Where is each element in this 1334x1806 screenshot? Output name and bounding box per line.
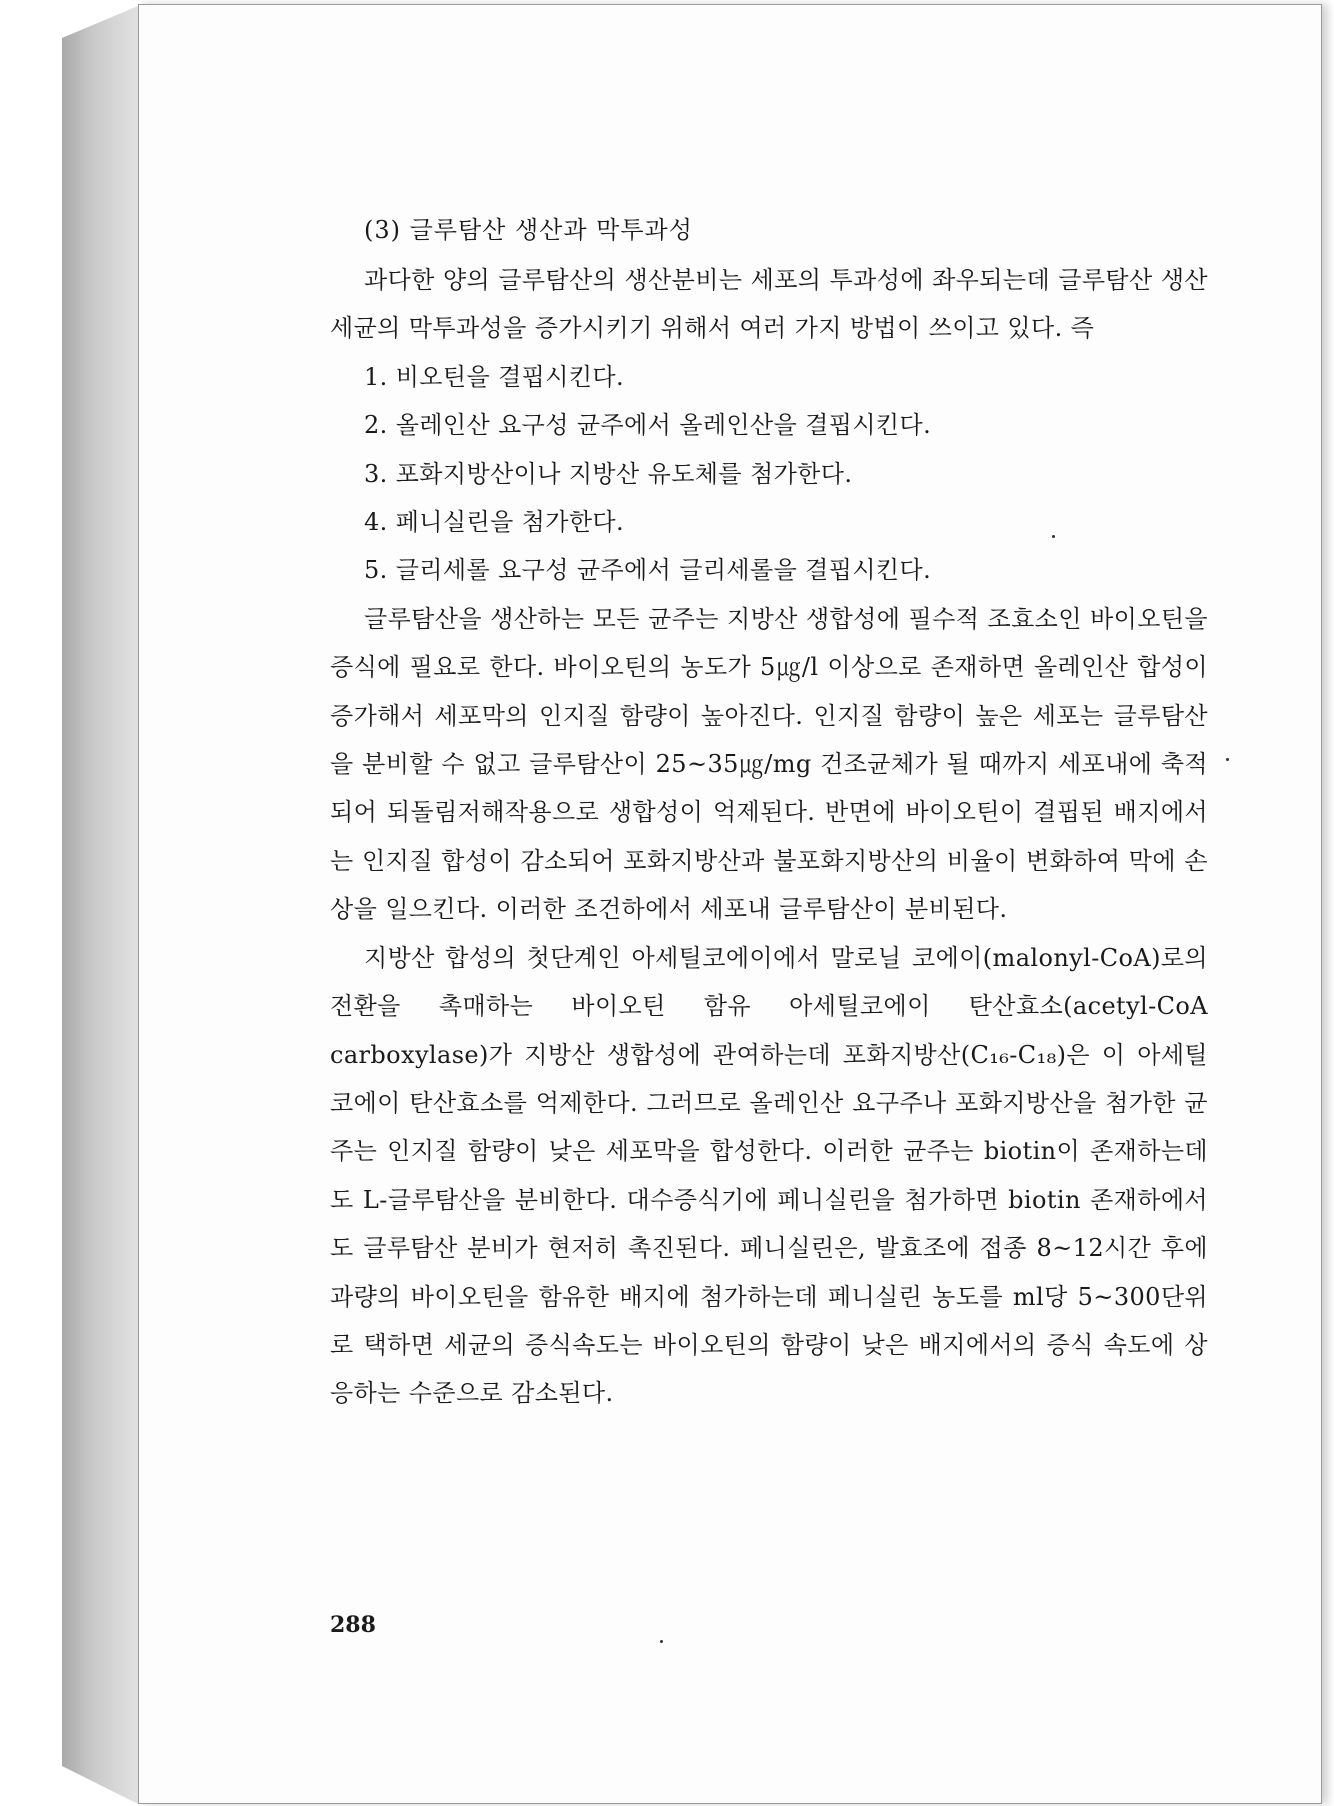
scan-speck xyxy=(660,1640,663,1643)
fatty-acid-paragraph: 지방산 합성의 첫단계인 아세틸코에이에서 말로닐 코에이(malonyl-CoA)로의 전환을 촉매하는 바이오틴 함유 아세틸코에이 탄산효소(acetyl-CoA carboxylase)가 지방산 생합성에 관여하는데 포화지방산(C₁₆-C₁₈)은 이 아세틸코에이 탄산효소를 억제한다. 그러므로 올레인산 요구주나 포화지방산을 첨가한 균주는 인지질 함량이 낮은 세포막을 합성한다. 이러한 균주는 biotin이 존재하는데도 L-글루탐산을 분비한다. 대수증식기에 페니실린을 첨가하면 biotin 존재하에서도 글루탐산 분비가 현저히 촉진된다. 페니실린은, 발효조에 접종 8~12시간 후에 과량의 바이오틴을 함유한 배지에 첨가하는데 페니실린 농도를 ml당 5~300단위로 택하면 세균의 증식속도는 바이오틴의 함량이 낮은 배지에서의 증식 속도에 상응하는 수준으로 감소된다. xyxy=(330,943,1208,1408)
intro-paragraph: 과다한 양의 글루탐산의 생산분비는 세포의 투과성에 좌우되는데 글루탐산 생산세균의 막투과성을 증가시키기 위해서 여러 가지 방법이 쓰이고 있다. 즉 xyxy=(330,266,1208,343)
book-spine xyxy=(62,6,138,1804)
list-item: 3. 포화지방산이나 지방산 유도체를 첨가한다. xyxy=(364,459,853,488)
page-number: 288 xyxy=(330,1612,376,1638)
list-item: 1. 비오틴을 결핍시킨다. xyxy=(364,362,625,391)
list-item: 5. 글리세롤 요구성 균주에서 글리세롤을 결핍시킨다. xyxy=(364,556,932,585)
scan-speck xyxy=(1226,758,1229,761)
methods-list xyxy=(364,353,1208,595)
biotin-paragraph: 글루탐산을 생산하는 모든 균주는 지방산 생합성에 필수적 조효소인 바이오틴을 증식에 필요로 한다. 바이오틴의 농도가 5㎍/l 이상으로 존재하면 올레인산 합성이 증가해서 세포막의 인지질 함량이 높아진다. 인지질 함량이 높은 세포는 글루탐산을 분비할 수 없고 글루탐산이 25~35㎍/mg 건조균체가 될 때까지 세포내에 축적되어 되돌림저해작용으로 생합성이 억제된다. 반면에 바이오틴이 결핍된 배지에서는 인지질 합성이 감소되어 포화지방산과 불포화지방산의 비율이 변화하여 막에 손상을 일으킨다. 이러한 조건하에서 세포내 글루탐산이 분비된다. xyxy=(330,604,1208,924)
page-content xyxy=(330,206,1208,1418)
section-heading: (3) 글루탐산 생산과 막투과성 xyxy=(364,216,693,244)
scan-speck xyxy=(1052,535,1055,538)
list-item: 4. 페니실린을 첨가한다. xyxy=(364,508,625,537)
list-item: 2. 올레인산 요구성 균주에서 올레인산을 결핍시킨다. xyxy=(364,411,932,440)
